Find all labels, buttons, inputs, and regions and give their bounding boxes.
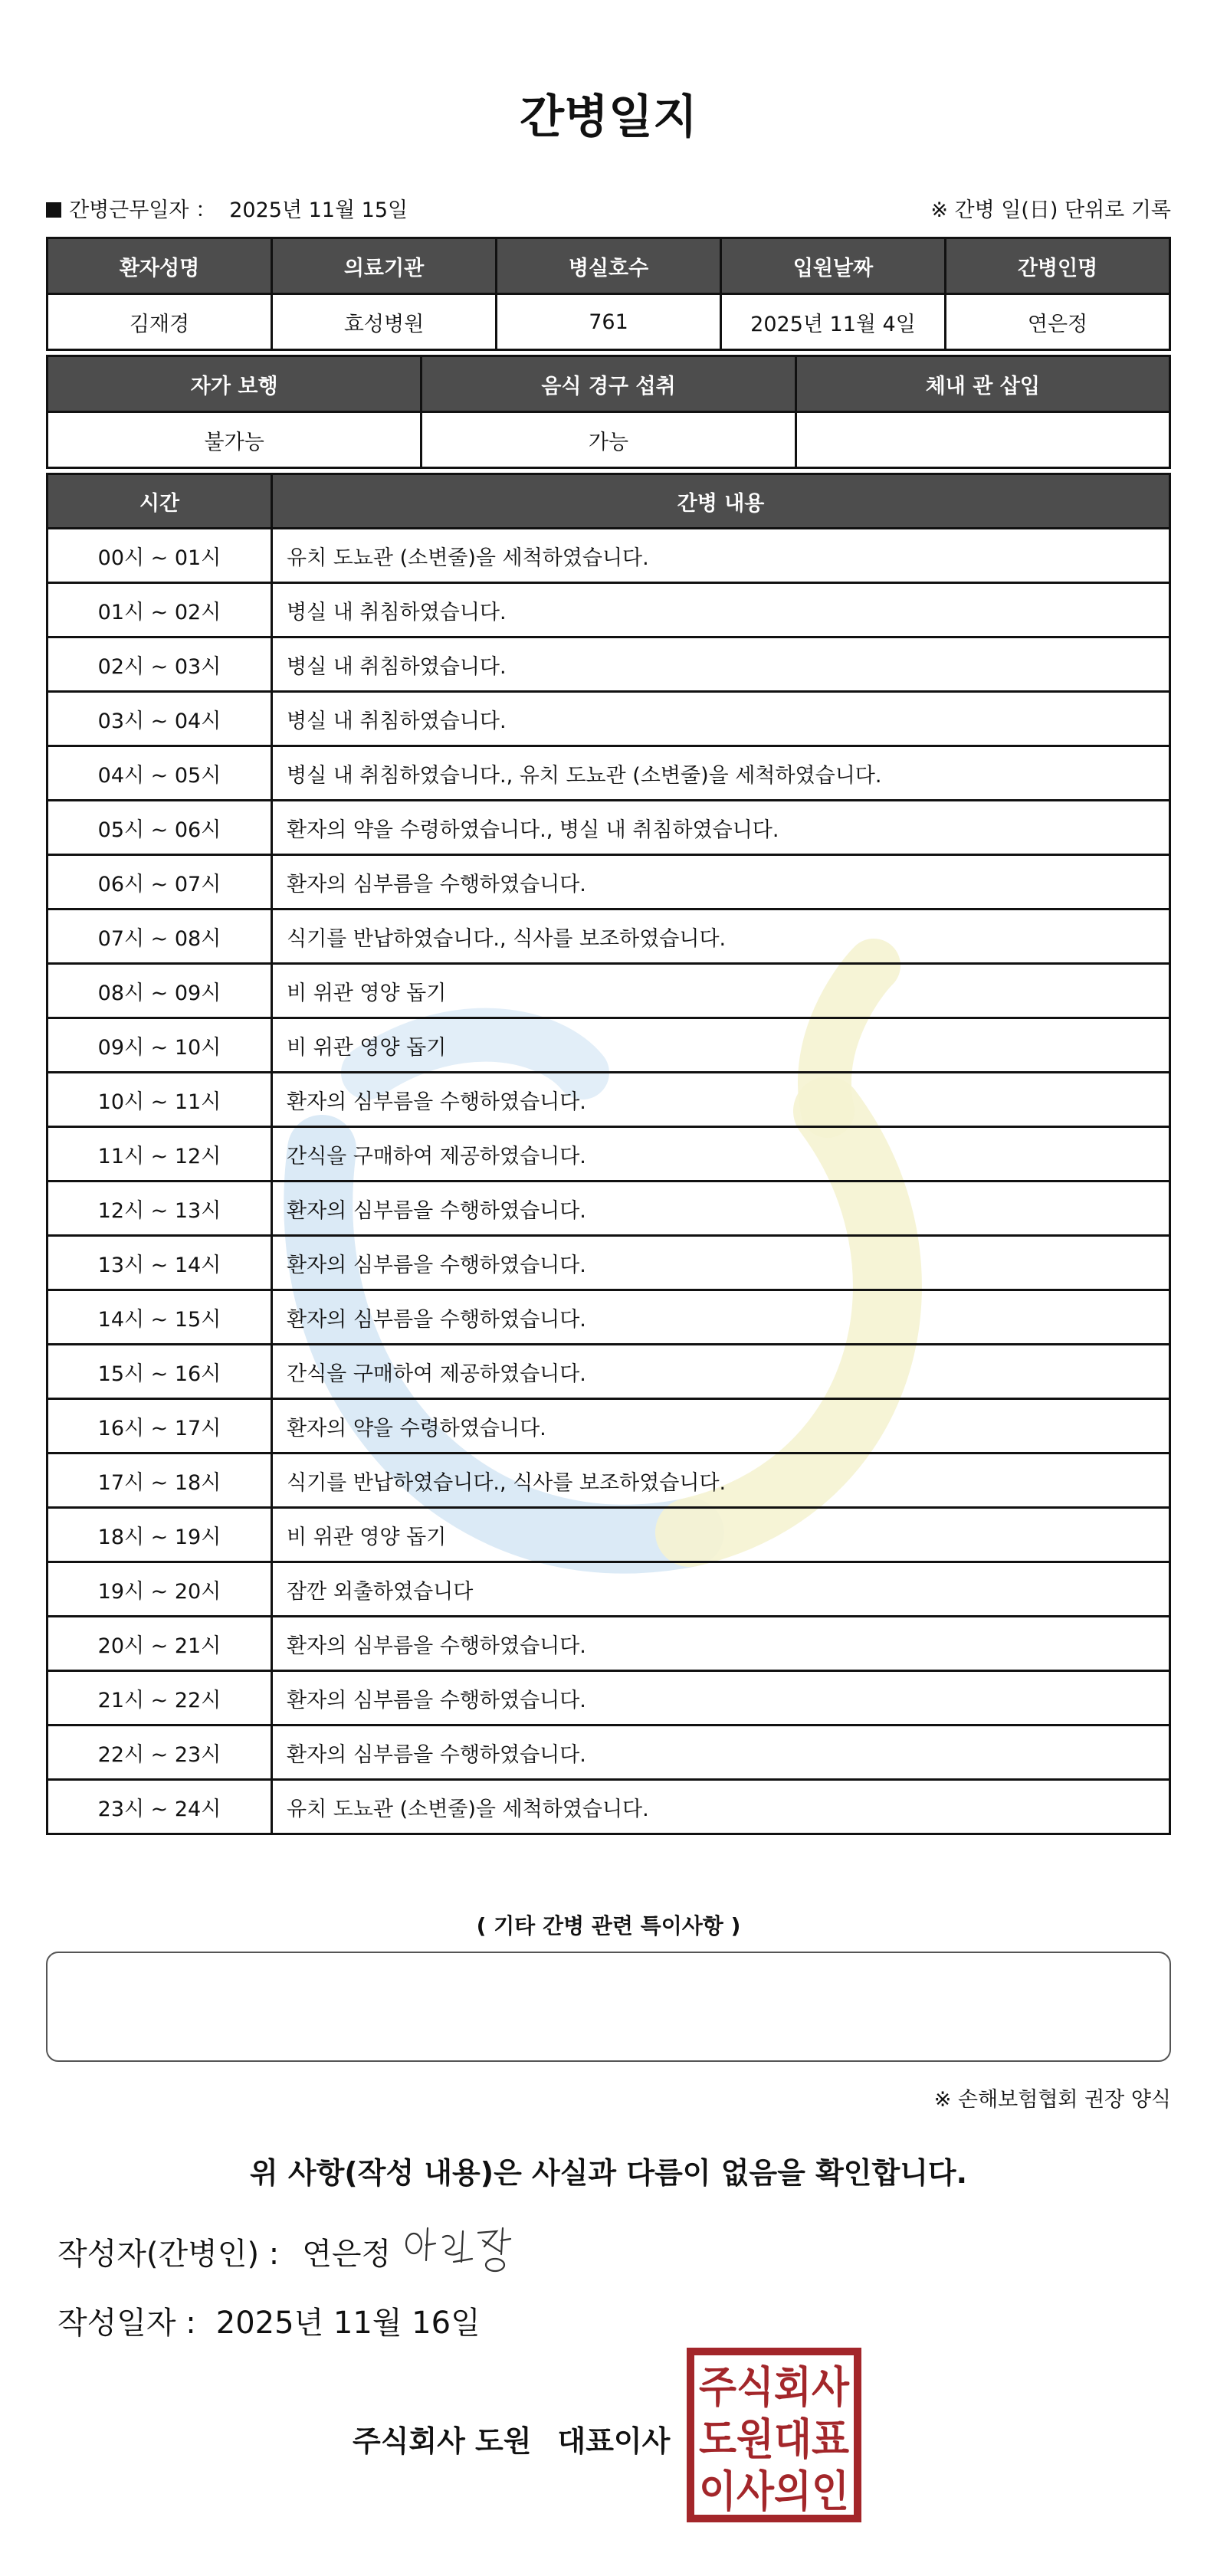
log-time: 18시 ~ 19시 — [48, 1508, 272, 1562]
patient-header-admission: 입원날짜 — [721, 238, 946, 294]
log-content: 비 위관 영양 돕기 — [272, 1018, 1170, 1073]
status-tube — [795, 412, 1169, 468]
table-row — [48, 909, 1170, 964]
status-header-oral-intake: 음식 경구 섭취 — [422, 356, 795, 412]
log-content: 병실 내 취침하였습니다. — [272, 692, 1170, 746]
log-content: 환자의 약을 수령하였습니다., 병실 내 취침하였습니다. — [272, 801, 1170, 855]
log-content: 비 위관 영양 돕기 — [272, 964, 1170, 1018]
log-time: 10시 ~ 11시 — [48, 1073, 272, 1127]
log-content: 병실 내 취침하였습니다. — [272, 637, 1170, 692]
log-time: 03시 ~ 04시 — [48, 692, 272, 746]
notes-box — [46, 1952, 1171, 2062]
log-content: 간식을 구매하여 제공하였습니다. — [272, 1345, 1170, 1399]
ceo-title: 대표이사 — [557, 2424, 671, 2458]
table-row — [48, 637, 1170, 692]
log-header-content: 간병 내용 — [272, 474, 1170, 529]
table-row — [48, 583, 1170, 637]
table-row — [48, 1780, 1170, 1834]
log-time: 09시 ~ 10시 — [48, 1018, 272, 1073]
log-content: 병실 내 취침하였습니다. — [272, 583, 1170, 637]
log-time: 19시 ~ 20시 — [48, 1562, 272, 1617]
log-time: 01시 ~ 02시 — [48, 583, 272, 637]
table-row — [48, 1236, 1170, 1290]
written-date-label: 작성일자 : — [57, 2306, 196, 2341]
log-time: 07시 ~ 08시 — [48, 909, 272, 964]
table-row — [48, 964, 1170, 1018]
table-row — [48, 855, 1170, 909]
log-content: 환자의 심부름을 수행하였습니다. — [272, 1726, 1170, 1780]
patient-name: 김재경 — [48, 294, 272, 350]
writer-label: 작성자(간병인) : — [57, 2237, 280, 2272]
status-walking: 불가능 — [48, 412, 422, 468]
patient-status-table — [46, 355, 1171, 469]
log-content: 환자의 심부름을 수행하였습니다. — [272, 855, 1170, 909]
table-row — [48, 1290, 1170, 1345]
table-row — [48, 1181, 1170, 1236]
log-content: 식기를 반납하였습니다., 식사를 보조하였습니다. — [272, 909, 1170, 964]
table-row — [48, 1399, 1170, 1454]
svg-text:도원대표: 도원대표 — [699, 2415, 849, 2465]
log-time: 00시 ~ 01시 — [48, 529, 272, 583]
notes-label: ( 기타 간병 관련 특이사항 ) — [476, 1913, 741, 1939]
company-line — [353, 2417, 670, 2460]
table-row — [48, 692, 1170, 746]
table-row — [48, 529, 1170, 583]
log-time: 21시 ~ 22시 — [48, 1671, 272, 1726]
table-row — [48, 1726, 1170, 1780]
log-time: 06시 ~ 07시 — [48, 855, 272, 909]
table-row — [48, 1562, 1170, 1617]
hospital-name: 효성병원 — [272, 294, 497, 350]
log-content: 잠깐 외출하였습니다 — [272, 1562, 1170, 1617]
log-time: 05시 ~ 06시 — [48, 801, 272, 855]
log-time: 15시 ~ 16시 — [48, 1345, 272, 1399]
log-content: 환자의 약을 수령하였습니다. — [272, 1399, 1170, 1454]
patient-info-table — [46, 237, 1171, 351]
log-header-time: 시간 — [48, 474, 272, 529]
log-content: 환자의 심부름을 수행하였습니다. — [272, 1073, 1170, 1127]
log-time: 13시 ~ 14시 — [48, 1236, 272, 1290]
room-number: 761 — [497, 294, 721, 350]
form-note: ※ 손해보험협회 권장 양식 — [933, 2088, 1171, 2112]
log-time: 16시 ~ 17시 — [48, 1399, 272, 1454]
square-bullet-icon — [46, 202, 61, 218]
writer-name: 연은정 — [302, 2237, 392, 2272]
table-row — [48, 1018, 1170, 1073]
log-time: 23시 ~ 24시 — [48, 1780, 272, 1834]
table-row — [48, 746, 1170, 801]
log-content: 유치 도뇨관 (소변줄)을 세척하였습니다. — [272, 1780, 1170, 1834]
log-time: 20시 ~ 21시 — [48, 1617, 272, 1671]
confirmation-statement: 위 사항(작성 내용)은 사실과 다름이 없음을 확인합니다. — [249, 2156, 968, 2190]
log-time: 22시 ~ 23시 — [48, 1726, 272, 1780]
status-oral-intake: 가능 — [422, 412, 795, 468]
log-time: 12시 ~ 13시 — [48, 1181, 272, 1236]
svg-text:이사의인: 이사의인 — [699, 2467, 849, 2517]
svg-text:주식회사: 주식회사 — [699, 2363, 850, 2413]
log-time: 04시 ~ 05시 — [48, 746, 272, 801]
log-content: 유치 도뇨관 (소변줄)을 세척하였습니다. — [272, 529, 1170, 583]
table-row — [48, 1345, 1170, 1399]
unit-note: ※ 간병 일(日) 단위로 기록 — [930, 198, 1171, 222]
log-time: 14시 ~ 15시 — [48, 1290, 272, 1345]
writer-line — [57, 2230, 391, 2273]
table-row — [48, 1671, 1170, 1726]
table-row — [48, 1508, 1170, 1562]
log-time: 02시 ~ 03시 — [48, 637, 272, 692]
log-content: 환자의 심부름을 수행하였습니다. — [272, 1290, 1170, 1345]
written-date-line — [57, 2299, 481, 2342]
table-row — [48, 1617, 1170, 1671]
company-seal-stamp — [686, 2347, 862, 2523]
patient-header-room: 병실호수 — [497, 238, 721, 294]
log-content: 환자의 심부름을 수행하였습니다. — [272, 1181, 1170, 1236]
work-date — [46, 193, 408, 223]
log-content: 간식을 구매하여 제공하였습니다. — [272, 1127, 1170, 1181]
handwritten-signature — [399, 2214, 521, 2276]
work-date-label: 간병근무일자 ： — [69, 198, 217, 222]
caregiver-name: 연은정 — [946, 294, 1170, 350]
status-header-tube: 체내 관 삽입 — [795, 356, 1169, 412]
status-header-walking: 자가 보행 — [48, 356, 422, 412]
patient-header-hospital: 의료기관 — [272, 238, 497, 294]
work-date-value: 2025년 11월 15일 — [229, 198, 408, 222]
log-content: 환자의 심부름을 수행하였습니다. — [272, 1236, 1170, 1290]
document-title: 간병일지 — [520, 90, 697, 144]
log-content: 환자의 심부름을 수행하였습니다. — [272, 1671, 1170, 1726]
log-content: 환자의 심부름을 수행하였습니다. — [272, 1617, 1170, 1671]
table-row — [48, 1454, 1170, 1508]
patient-header-name: 환자성명 — [48, 238, 272, 294]
log-time: 08시 ~ 09시 — [48, 964, 272, 1018]
table-row — [48, 801, 1170, 855]
log-time: 17시 ~ 18시 — [48, 1454, 272, 1508]
log-content: 병실 내 취침하였습니다., 유치 도뇨관 (소변줄)을 세척하였습니다. — [272, 746, 1170, 801]
written-date-value: 2025년 11월 16일 — [215, 2306, 481, 2341]
admission-date: 2025년 11월 4일 — [721, 294, 946, 350]
care-log-table — [46, 473, 1171, 1835]
company-name: 주식회사 도원 — [353, 2424, 532, 2458]
table-row — [48, 1073, 1170, 1127]
log-content: 식기를 반납하였습니다., 식사를 보조하였습니다. — [272, 1454, 1170, 1508]
table-row — [48, 1127, 1170, 1181]
log-time: 11시 ~ 12시 — [48, 1127, 272, 1181]
patient-header-caregiver: 간병인명 — [946, 238, 1170, 294]
log-content: 비 위관 영양 돕기 — [272, 1508, 1170, 1562]
